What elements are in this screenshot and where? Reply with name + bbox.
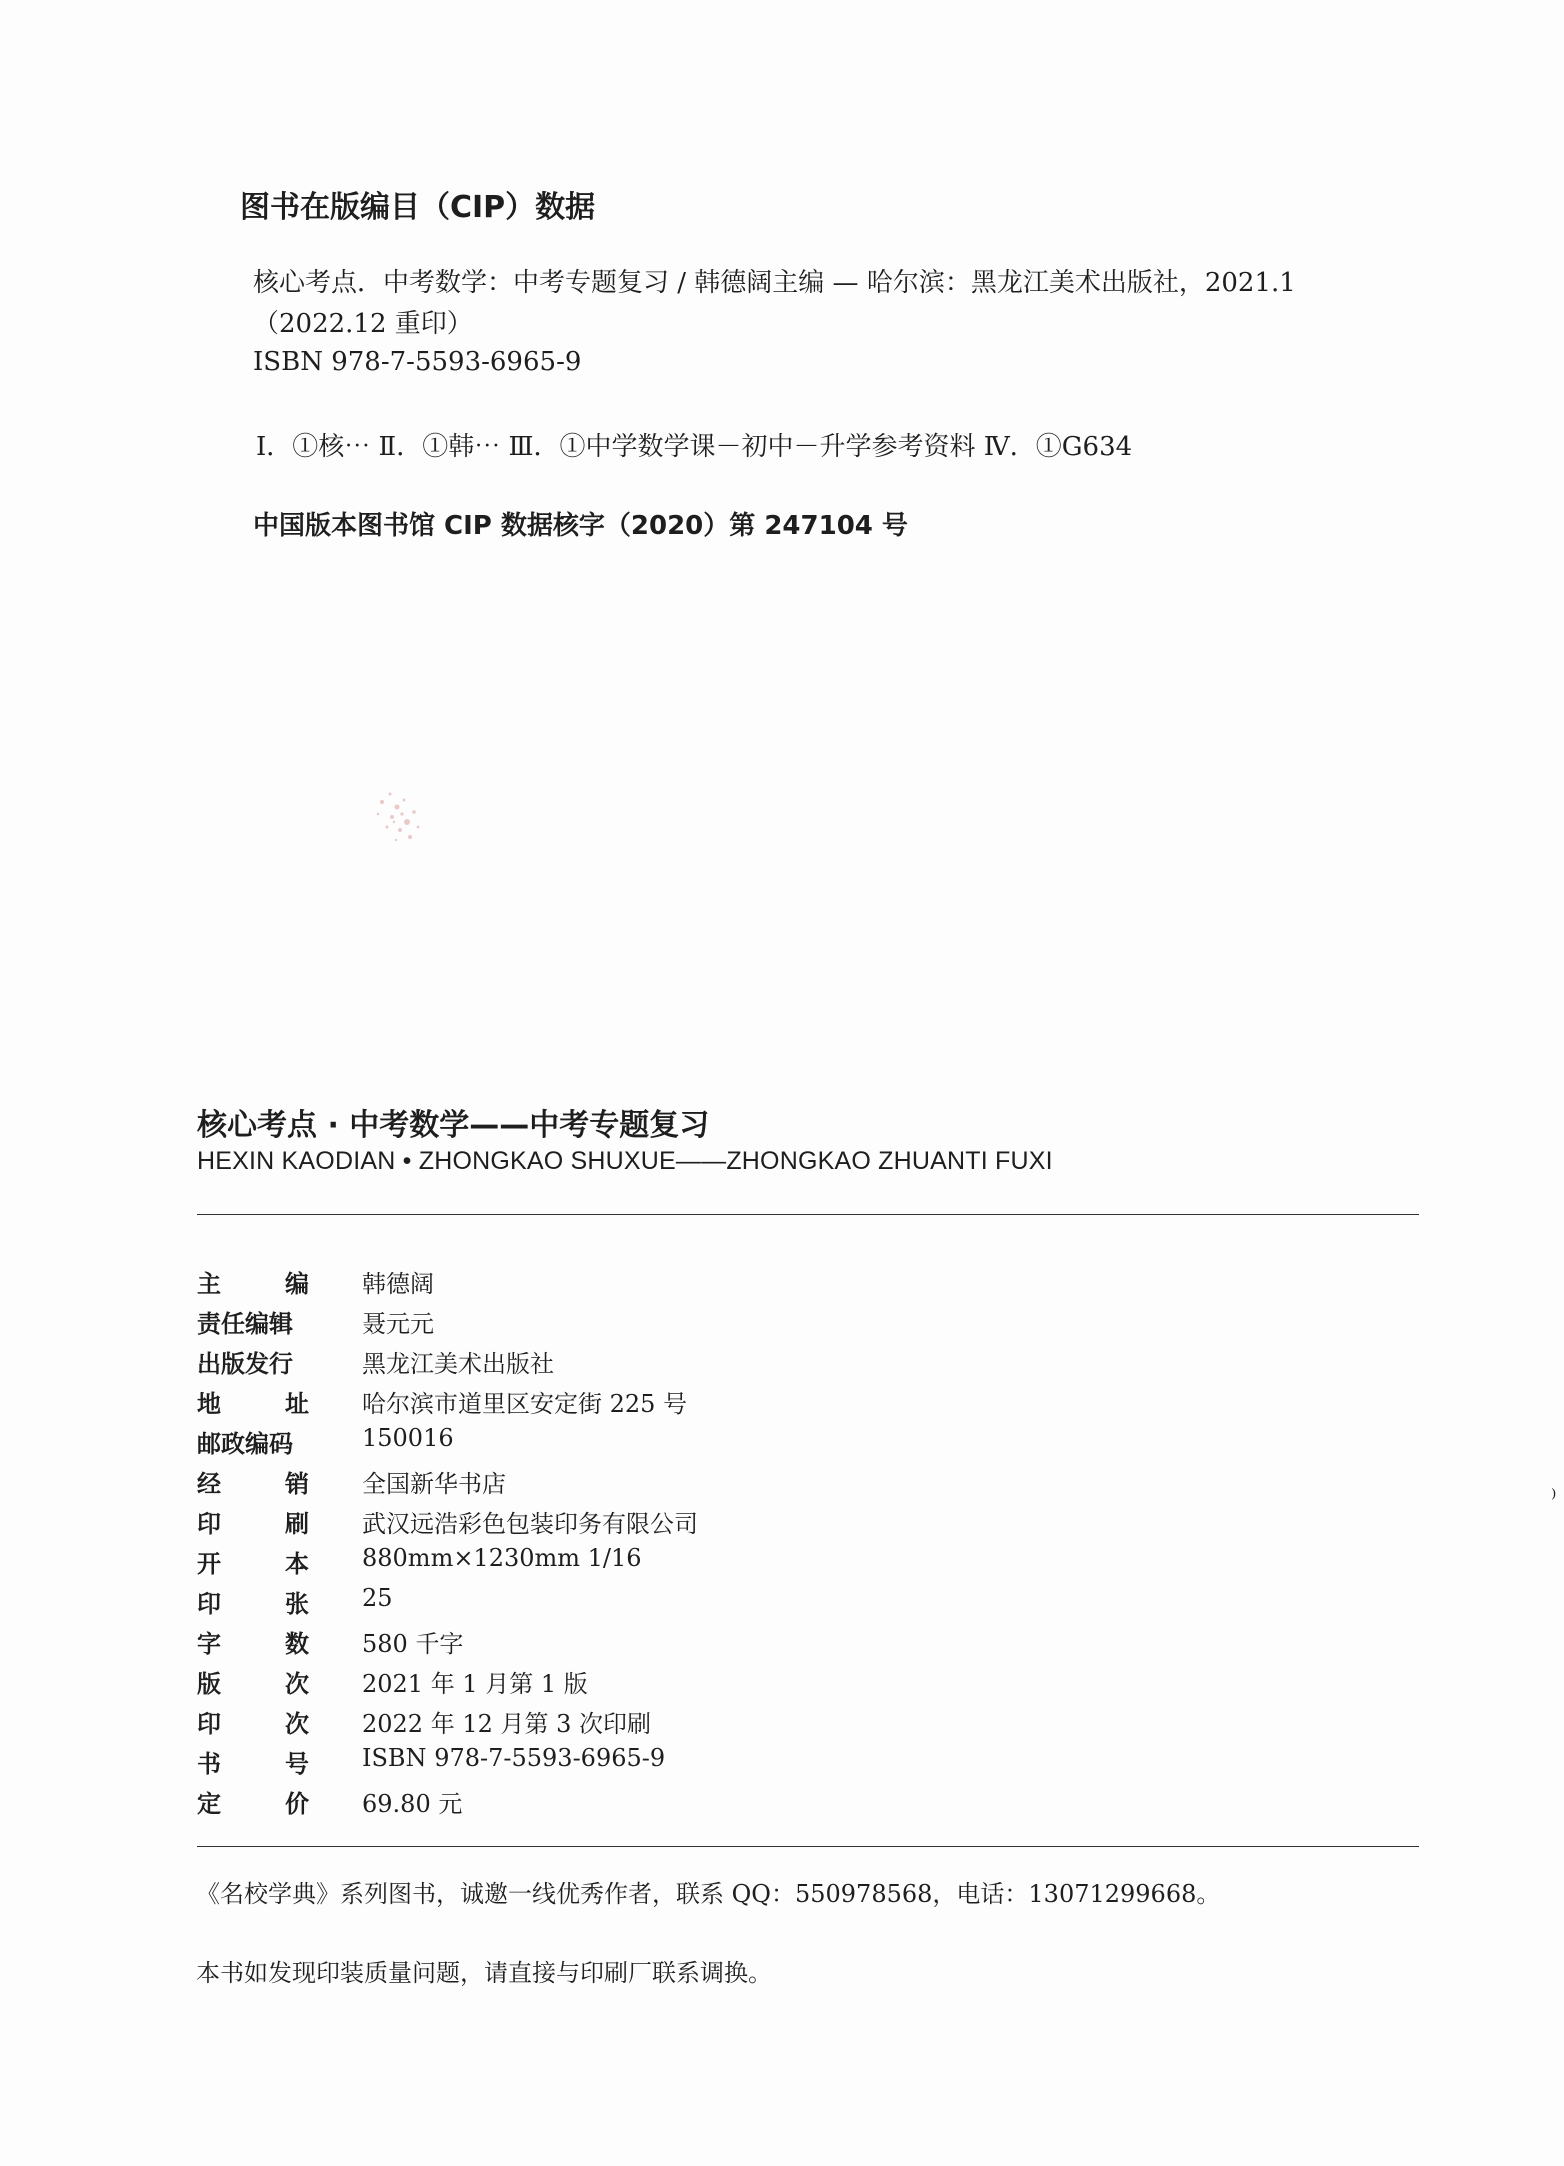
cip-record-number: 中国版本图书馆 CIP 数据核字（2020）第 247104 号 — [253, 511, 908, 541]
divider-bottom — [197, 1846, 1419, 1847]
colophon-label — [197, 1704, 309, 1739]
colophon-value: 25 — [362, 1584, 393, 1612]
colophon-label-char: 印 — [197, 1510, 221, 1538]
colophon-label: 出版发行 — [197, 1350, 293, 1378]
cip-isbn-line: ISBN 978-7-5593-6965-9 — [253, 347, 582, 377]
colophon-value: 880mm×1230mm 1/16 — [362, 1544, 642, 1572]
series-notice: 《名校学典》系列图书，诚邀一线优秀作者，联系 QQ：550978568，电话：13071299668。 — [196, 1880, 1221, 1908]
book-title: 核心考点 · 中考数学——中考专题复习 — [197, 1108, 710, 1143]
cip-heading: 图书在版编目（CIP）数据 — [240, 190, 596, 225]
colophon-label — [197, 1624, 309, 1659]
colophon-label: 责任编辑 — [197, 1310, 293, 1338]
colophon-label-char: 址 — [285, 1390, 309, 1418]
edge-mark: ⁾ — [1551, 1486, 1557, 1511]
colophon-label — [197, 1464, 309, 1499]
colophon-value: 武汉远浩彩色包装印务有限公司 — [362, 1510, 698, 1538]
colophon-label-char: 书 — [197, 1750, 221, 1778]
cip-classification: Ⅰ．①核⋯ Ⅱ．①韩⋯ Ⅲ．①中学数学课－初中－升学参考资料 Ⅳ．①G634 — [256, 432, 1133, 462]
colophon-label-char: 定 — [197, 1790, 221, 1818]
colophon-label — [197, 1504, 309, 1539]
colophon-label-char: 主 — [197, 1270, 221, 1298]
colophon-value: 全国新华书店 — [362, 1470, 506, 1498]
colophon-label — [197, 1784, 309, 1819]
colophon-value: 2022 年 12 月第 3 次印刷 — [362, 1710, 652, 1738]
colophon-label-char: 价 — [285, 1790, 309, 1818]
colophon-label — [197, 1584, 309, 1619]
colophon-label-char: 刷 — [285, 1510, 309, 1538]
cip-title-line: 核心考点．中考数学：中考专题复习 / 韩德阔主编 — 哈尔滨：黑龙江美术出版社，2021.1 — [253, 268, 1296, 298]
colophon-value: 150016 — [362, 1424, 454, 1452]
colophon-label-char: 次 — [285, 1670, 309, 1698]
colophon-label-char: 印 — [197, 1590, 221, 1618]
colophon-label-char: 张 — [285, 1590, 309, 1618]
colophon-label — [197, 1264, 309, 1299]
colophon-value: 聂元元 — [362, 1310, 434, 1338]
colophon-label — [197, 1544, 309, 1579]
colophon-label — [197, 1744, 309, 1779]
cip-reprint-line: （2022.12 重印） — [253, 309, 473, 339]
colophon-label-char: 版 — [197, 1670, 221, 1698]
colophon-label — [197, 1384, 309, 1419]
colophon-label-char: 数 — [285, 1630, 309, 1658]
colophon-label-char: 次 — [285, 1710, 309, 1738]
colophon-label — [197, 1664, 309, 1699]
colophon-value: 哈尔滨市道里区安定街 225 号 — [362, 1390, 688, 1418]
colophon-value: 黑龙江美术出版社 — [362, 1350, 554, 1378]
quality-notice: 本书如发现印装质量问题，请直接与印刷厂联系调换。 — [196, 1959, 772, 1987]
colophon-label-char: 销 — [285, 1470, 309, 1498]
colophon-label: 邮政编码 — [197, 1430, 293, 1458]
colophon-value: 韩德阔 — [362, 1270, 434, 1298]
colophon-value: 2021 年 1 月第 1 版 — [362, 1670, 588, 1698]
colophon-label-char: 本 — [285, 1550, 309, 1578]
colophon-value: ISBN 978-7-5593-6965-9 — [362, 1744, 666, 1772]
colophon-label-char: 经 — [197, 1470, 221, 1498]
stamp-smudge — [352, 772, 452, 862]
colophon-label-char: 字 — [197, 1630, 221, 1658]
colophon-label-char: 开 — [197, 1550, 221, 1578]
colophon-label-char: 号 — [285, 1750, 309, 1778]
colophon-label-char: 编 — [285, 1270, 309, 1298]
divider-top — [197, 1214, 1419, 1215]
colophon-value: 580 千字 — [362, 1630, 464, 1658]
colophon-label-char: 地 — [197, 1390, 221, 1418]
book-title-pinyin: HEXIN KAODIAN • ZHONGKAO SHUXUE——ZHONGKAO ZHUANTI FUXI — [197, 1147, 1053, 1175]
colophon-value: 69.80 元 — [362, 1790, 463, 1818]
colophon-label-char: 印 — [197, 1710, 221, 1738]
